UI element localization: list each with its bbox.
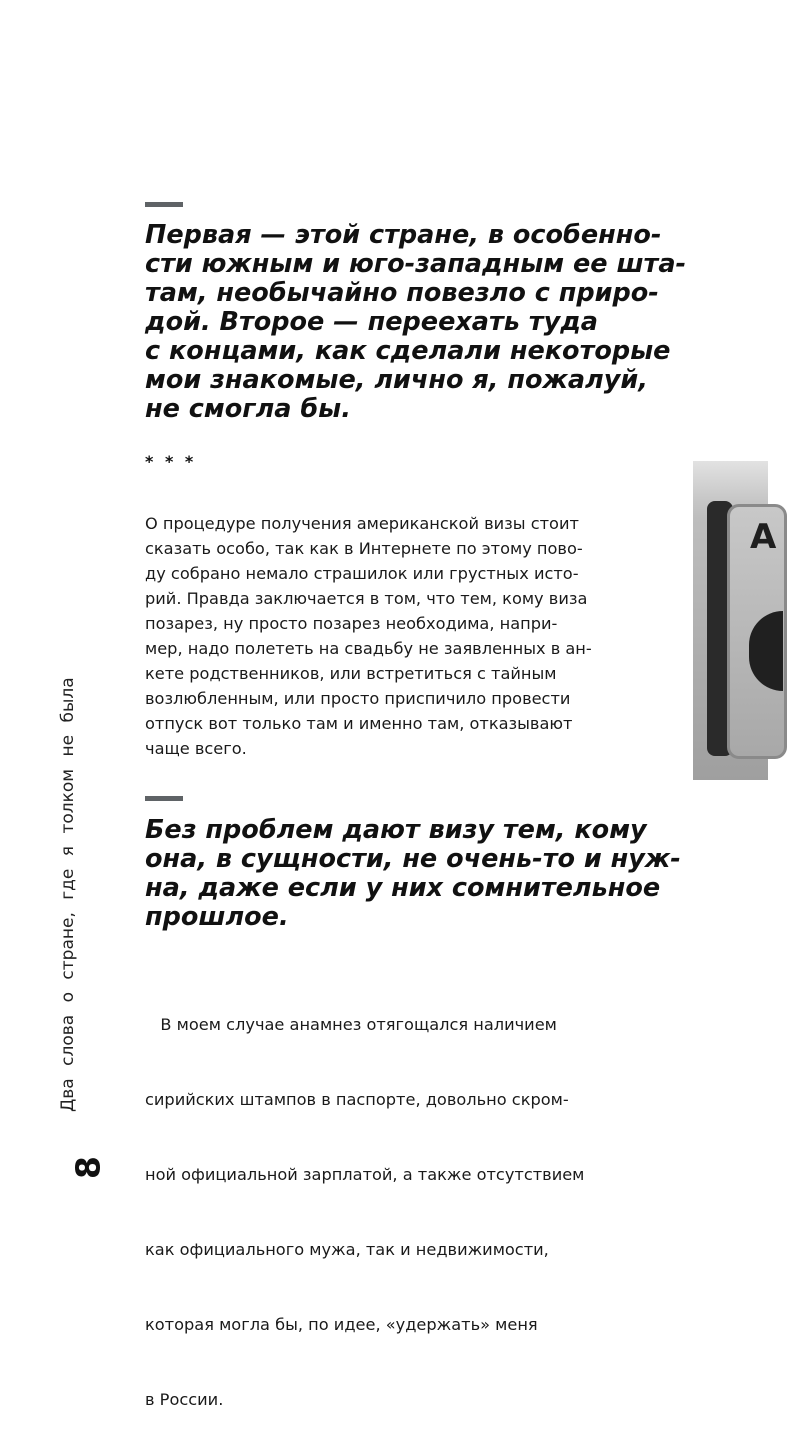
body-line: возлюбленным, или просто приспичило провести [145, 689, 571, 708]
plate-letter: A [750, 517, 777, 557]
pullquote-line: на, даже если у них сомнительное [145, 873, 661, 903]
pullquote-line: там, необычайно повезло с приро- [145, 278, 659, 308]
body-line: в России. [145, 1390, 224, 1409]
section-separator: * * * [145, 452, 197, 471]
pullquote-rule [145, 202, 183, 207]
running-head-word: слова [58, 1014, 78, 1066]
pullquote-line: не смогла бы. [145, 394, 351, 424]
pullquote [145, 815, 681, 932]
running-head-word: не [58, 734, 78, 757]
body-paragraph [145, 962, 645, 1437]
pullquote-rule [145, 796, 183, 801]
body-line: О процедуре получения американской визы стоит [145, 514, 579, 533]
body-paragraph [145, 511, 645, 761]
running-head-word: Два [58, 1078, 78, 1112]
body-line: сирийских штампов в паспорте, довольно скром- [145, 1090, 569, 1109]
body-line: позарез, ну просто позарез необходима, напри- [145, 614, 558, 633]
page-number: 8 [68, 1156, 108, 1179]
running-head-word: я [58, 845, 78, 857]
pullquote-line: прошлое. [145, 902, 289, 932]
pullquote-line: Первая — этой стране, в особенно- [145, 220, 662, 250]
running-head-word: где [58, 868, 78, 900]
pullquote-line: Без проблем дают визу тем, кому [145, 815, 647, 845]
pullquote-line: сти южным и юго-западным ее шта- [145, 249, 687, 279]
body-line: В моем случае анамнез отягощался наличием [145, 1015, 557, 1034]
pullquote-line: дой. Второе — переехать туда [145, 307, 598, 337]
photo-background [693, 461, 768, 501]
body-line: как официального мужа, так и недвижимости, [145, 1240, 549, 1259]
body-line: сказать особо, так как в Интернете по этому пово- [145, 539, 583, 558]
running-head [58, 670, 78, 1112]
pullquote-line: она, в сущности, не очень-то и нуж- [145, 844, 681, 874]
body-line: которая могла бы, по идее, «удержать» меня [145, 1315, 538, 1334]
pullquote-line: мои знакомые, лично я, пожалуй, [145, 365, 648, 395]
body-line: ду собрано немало страшилок или грустных исто- [145, 564, 579, 583]
body-line: отпуск вот только там и именно там, отказывают [145, 714, 573, 733]
running-head-word: была [58, 677, 78, 723]
body-line: рий. Правда заключается в том, что тем, кому виза [145, 589, 588, 608]
body-line: кете родственников, или встретиться с тайным [145, 664, 557, 683]
body-line: ной официальной зарплатой, а также отсутствием [145, 1165, 585, 1184]
running-head-word: толком [58, 768, 78, 834]
pullquote [145, 220, 687, 424]
license-plate-photo [693, 461, 777, 780]
pullquote-line: с концами, как сделали некоторые [145, 336, 671, 366]
body-line: мер, надо полететь на свадьбу не заявленных в ан- [145, 639, 592, 658]
body-line: чаще всего. [145, 739, 247, 758]
running-head-word: стране, [58, 912, 78, 980]
running-head-word: о [58, 992, 78, 1003]
